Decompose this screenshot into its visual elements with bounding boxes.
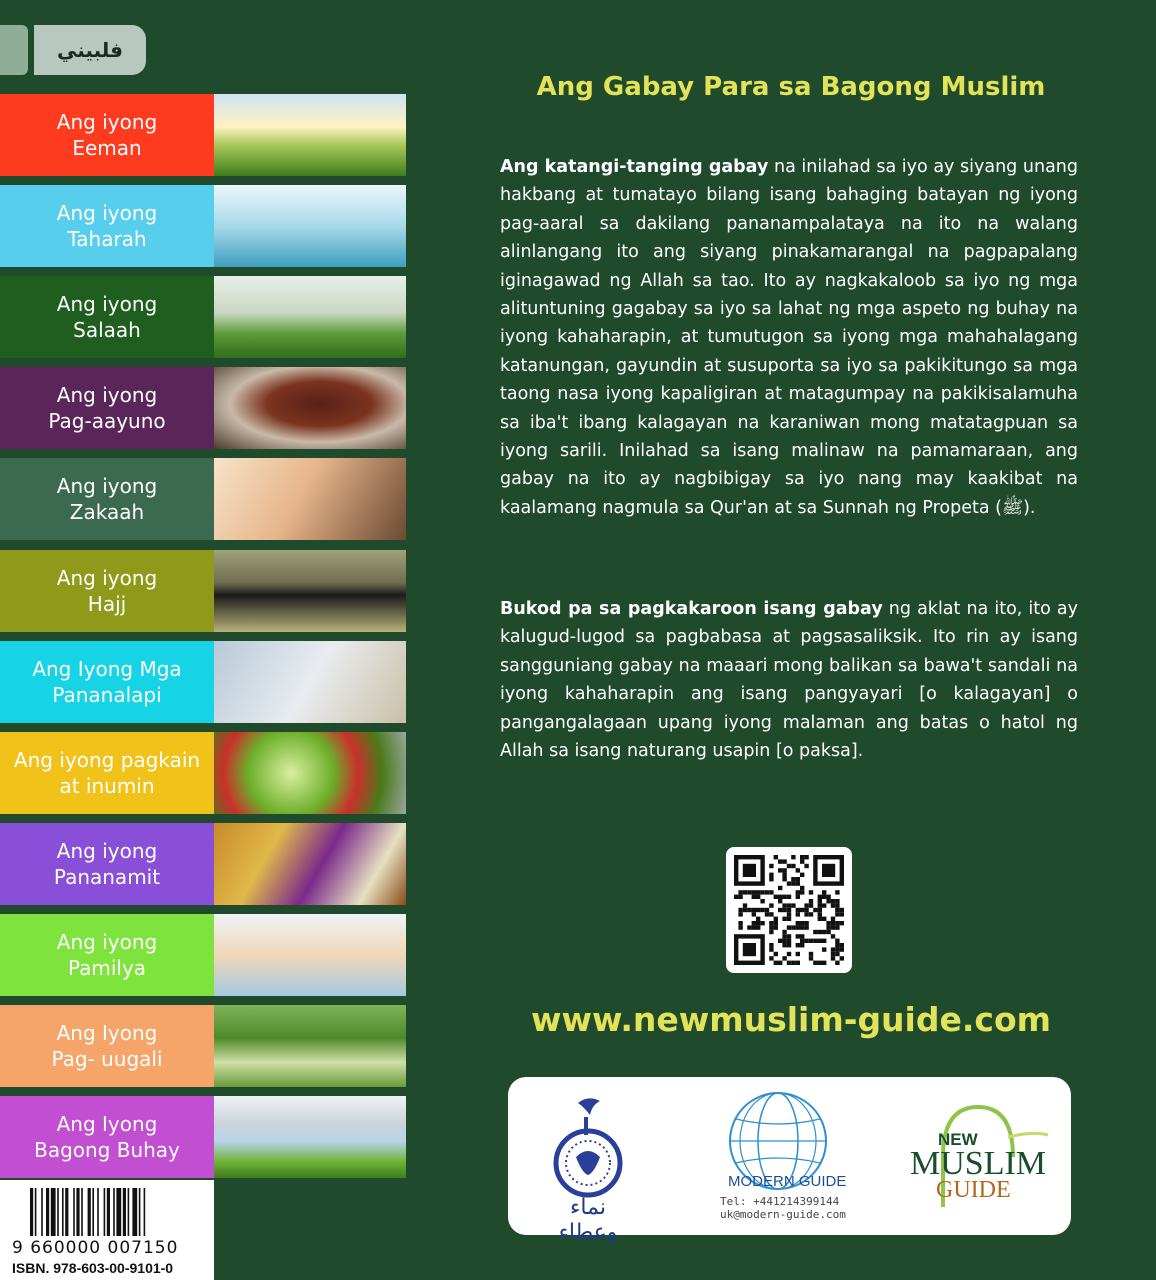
- modern-guide-phone: Tel: +441214399144: [720, 1195, 840, 1208]
- topic-item[interactable]: [0, 550, 406, 632]
- topic-item[interactable]: [0, 367, 406, 449]
- barcode-box: [0, 1180, 214, 1280]
- salad-photo: [214, 732, 406, 814]
- description-paragraph-1: [500, 153, 1078, 522]
- man-prostrating-photo: [214, 276, 406, 358]
- topic-label: Ang iyong pagkain at inumin: [0, 732, 214, 814]
- sunrise-meadow-photo: [214, 94, 406, 176]
- website-link[interactable]: www.newmuslim-guide.com: [530, 1000, 1052, 1039]
- kaaba-photo: [214, 550, 406, 632]
- language-tab: [0, 25, 146, 75]
- topic-item[interactable]: [0, 914, 406, 996]
- topic-label: Ang iyong Hajj: [0, 550, 214, 632]
- topic-label: Ang iyong Zakaah: [0, 458, 214, 540]
- bowl-of-dates-photo: [214, 367, 406, 449]
- modern-guide-email: uk@modern-guide.com: [720, 1208, 846, 1221]
- paragraph-1-lead: Ang katangi-tanging gabay: [500, 157, 769, 177]
- hand-coins-photo: [214, 458, 406, 540]
- barcode-number: 9 660000 007150: [12, 1238, 179, 1258]
- topic-item[interactable]: [0, 1096, 406, 1178]
- topic-item[interactable]: [0, 185, 406, 267]
- paragraph-2-lead: Bukod pa sa pagkakaroon isang gabay: [500, 599, 883, 619]
- topic-label: Ang iyong Pag-aayuno: [0, 367, 214, 449]
- barcode-icon: [30, 1188, 200, 1236]
- qr-code-icon[interactable]: [726, 847, 852, 973]
- topic-label: Ang iyong Pamilya: [0, 914, 214, 996]
- topic-label: Ang Iyong Bagong Buhay: [0, 1096, 214, 1178]
- description-paragraph-2: [500, 595, 1078, 765]
- topic-item[interactable]: [0, 94, 406, 176]
- paragraph-1-body: na inilahad sa iyo ay siyang unang hakbang at tumatayo bilang isang bahaging batayan ng iyong pag-aaral sa dakilang pananampalataya na ito na walang alinlangang ito ang siyang pinakamarangal na pagpapalang iginagawad ng Allah sa tao. Ito ay nagkakaloob sa iyo ng mga alituntuning gagabay sa iyo sa lahat ng mga aspeto ng buhay na iyong kahaharapin, at tumutugon sa iyong mga mahahalagang katanungan, gayundin at susuporta sa iyo sa pakikitungo sa mga taong nasa iyong kapaligiran at matagumpay na pakikisalamuha sa iba't ibang kalagayan na karaniwan mong matatagpuan sa iyong sarili. Inilahad sa isang malinaw na pamamaraan, ang gabay na ito ay nagbibigay sa iyo nang may kaakibat na kaalamang nagmula sa Qur'an at sa Sunnah ng Propeta (ﷺ).: [500, 157, 1078, 518]
- topic-item[interactable]: [0, 276, 406, 358]
- topic-item[interactable]: [0, 458, 406, 540]
- topic-label: Ang Iyong Pag- uugali: [0, 1005, 214, 1087]
- topic-label: Ang iyong Salaah: [0, 276, 214, 358]
- children-smiling-photo: [214, 914, 406, 996]
- nmg-muslim-text: MUSLIM: [910, 1145, 1047, 1182]
- language-label: فلبيني: [34, 25, 146, 75]
- nmg-new-text: NEW: [938, 1130, 978, 1149]
- topic-item[interactable]: [0, 823, 406, 905]
- fabrics-photo: [214, 823, 406, 905]
- topic-item[interactable]: [0, 641, 406, 723]
- open-door-sky-photo: [214, 1096, 406, 1178]
- water-splash-hand-photo: [214, 185, 406, 267]
- nmg-guide-text: GUIDE: [936, 1177, 1011, 1203]
- topic-label: Ang Iyong Mga Pananalapi: [0, 641, 214, 723]
- page-title: Ang Gabay Para sa Bagong Muslim: [536, 72, 1046, 102]
- topic-item[interactable]: [0, 1005, 406, 1087]
- paragraph-2-body: ng aklat na ito, ito ay kalugud-lugod sa pagbabasa at pagsasaliksik. Ito rin ay isang sangguniang gabay na maaari mong balikan sa bawa't sandali na iyong kahaharapin ang isang pangyayari [o kalagayan] o pangangalagaan upang iyong malaman ang batas o hatol ng Allah sa isang naturang usapin [o paksa].: [500, 599, 1078, 762]
- topic-item[interactable]: [0, 732, 406, 814]
- calculator-money-photo: [214, 641, 406, 723]
- kids-in-park-photo: [214, 1005, 406, 1087]
- namaa-wa-ataa-caption: نماء وعطاء: [558, 1195, 618, 1245]
- topic-label: Ang iyong Pananamit: [0, 823, 214, 905]
- topic-label: Ang iyong Taharah: [0, 185, 214, 267]
- isbn: ISBN. 978-603-00-9101-0: [12, 1260, 174, 1276]
- publisher-logos: [508, 1077, 1071, 1245]
- tab-strip: [0, 25, 28, 75]
- modern-guide-name: MODERN GUIDE: [728, 1173, 847, 1190]
- topic-label: Ang iyong Eeman: [0, 94, 214, 176]
